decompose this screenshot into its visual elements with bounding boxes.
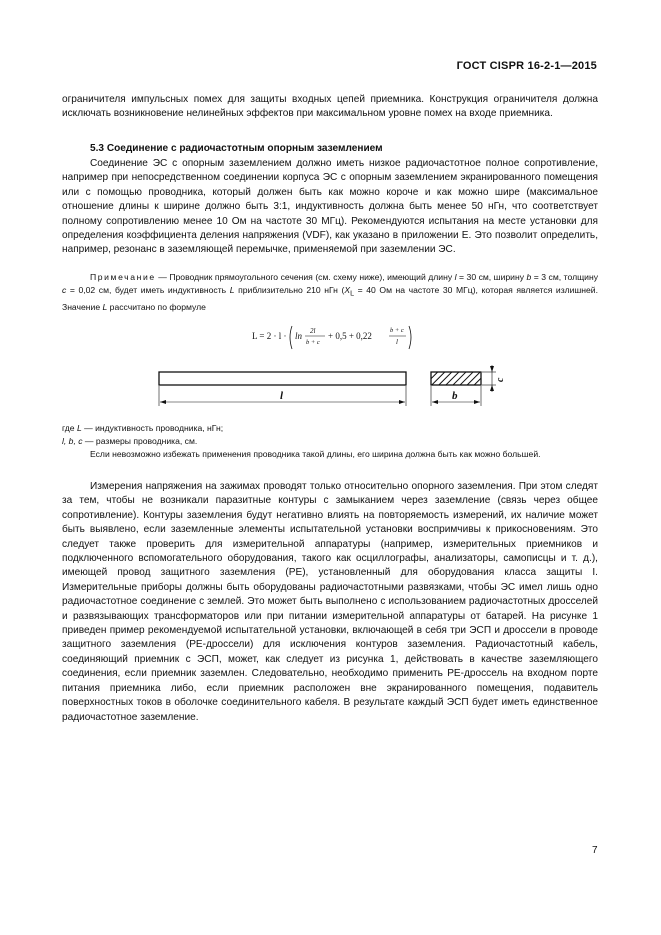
var-c: c — [62, 285, 67, 295]
formula-denominator-1: b + c — [306, 339, 320, 346]
note-label: Примечание — [90, 272, 156, 282]
formula-close-paren — [409, 326, 411, 349]
width-label: b — [452, 390, 458, 402]
note-text: = 40 Ом на частоте 30 МГц), которая является излишней. Значение — [62, 285, 598, 312]
var-l: l — [454, 272, 457, 282]
note-text: = 0,02 см, будет иметь индуктивность — [66, 285, 230, 295]
conductor-side-view — [159, 372, 406, 385]
where-symbol: L — [76, 423, 82, 433]
var-L: L — [102, 301, 108, 312]
var-b: b — [526, 272, 532, 282]
note-text: Проводник прямоугольного сечения (см. схему ниже), имеющий длину — [169, 272, 455, 282]
formula-numerator-2: b + c — [390, 327, 404, 334]
note-block — [62, 271, 598, 314]
note-text: = 3 см, толщину — [531, 272, 598, 282]
subscript-L: L — [350, 289, 355, 298]
formula-lhs: L = 2 · l · — [252, 331, 287, 341]
where-symbol: l, b, c — [62, 436, 83, 446]
note-text: рассчитано по формуле — [107, 301, 206, 312]
where-line-1 — [62, 422, 598, 435]
note-text: приблизительно 210 нГн ( — [234, 285, 345, 295]
where-text: — размеры проводника, см. — [82, 436, 198, 446]
formula-numerator-1: 2l — [310, 327, 316, 335]
where-line-3: Если невозможно избежать применения проводника такой длины, его ширина должна быть как можно большей. — [90, 449, 541, 459]
conductor-schematic — [150, 362, 510, 412]
where-prefix: где — [62, 423, 77, 433]
formula-open-paren — [290, 326, 292, 349]
formula-ln: ln — [295, 331, 303, 341]
var-X: X — [344, 285, 351, 295]
formula-middle: + 0,5 + 0,22 — [328, 331, 372, 341]
measurement-paragraph: Измерения напряжения на зажимах проводят только относительно опорного заземления. При этом следят за тем, чтобы не возникали паразитные контуры с замыканием через заземление (связь через общее сопротивление). Контуры заземления будут негативно влиять на повторяемость измерений, их наличие может быть выявлено, если заземленные элементы испытательной установки воспримчивы к прикосновениям. Это следует также проверить для измерительной аппаратуры (например, измерительных приемников и подключенного вспомогательного оборудования, такого как осциллографы, анализаторы, самописцы и т. д.), имеющей провод защитного заземления (PE), установленный для оборудования класса защиты I. Измерительные приборы должны быть оборудованы радиочастотными развязками, чтобы ЭС имел лишь одно радиочастотное соединение с землей. Это может быть выполнено с использованием радиочастотных дросселей и развязывающих трансформаторов или при питании измерительной аппаратуры от батарей. На рисунке 1 приведен пример рекомендуемой испытательной установки, включающей в себя три ЭСП и дроссели в проводе защитного заземления (PE-дроссели) для исключения контуров заземления. Радиочастотный кабель, соединяющий приемник с ЭСП, может, как следует из рисунка 1, действовать в качестве заземляющего соединения, если приемник заземлен. Следовательно, необходимо применить PE-дроссель на входном порте питания приемника либо, если приемник расположен вне экранированного помещения, подавитель поверхностных токов в оболочке соединительного кабеля. В результате каждый ЭСП будет иметь единственное радиочастотное заземление. — [62, 481, 598, 723]
page-number: 7 — [592, 845, 598, 856]
thickness-label: c — [495, 377, 506, 382]
where-line-2 — [62, 435, 598, 448]
intro-paragraph: ограничителя импульсных помех для защиты входных цепей приемника. Конструкция ограничителя должна исключать возникновение нелинейных эффектов при максимальном уровне помех на входе приемника. — [62, 94, 598, 120]
where-block — [62, 422, 598, 461]
var-L: L — [229, 285, 235, 295]
where-text: — индуктивность проводника, нГн; — [81, 423, 224, 433]
section-heading: 5.3 Соединение с радиочастотным опорным заземлением — [90, 143, 383, 154]
formula-denominator-2: l — [396, 338, 398, 346]
length-label: l — [280, 390, 284, 402]
inductance-formula — [252, 322, 422, 352]
note-dash: — — [155, 272, 170, 282]
note-text: = 30 см, ширину — [456, 272, 527, 282]
standard-designation: ГОСТ CISPR 16-2-1—2015 — [456, 60, 597, 72]
conductor-cross-section — [431, 372, 481, 385]
section-paragraph-1: Соединение ЭС с опорным заземлением должно иметь низкое радиочастотное полное сопротивление, например при непосредственном соединении корпуса ЭС с опорным заземлением экранированного помещения или с помощью проводника, который должен быть как можно короче и как можно шире (максимальное отношение длины к ширине должно быть 3:1, индуктивность должна быть менее 50 нГн, что соответствует полному сопротивлению менее 10 Ом на частоте 30 МГц). Рекомендуются испытания на месте установки для определения коэффициента деления напряжения (VDF), как указано в приложении Е. Это позволит определить, например, резонанс в заземляющей перемычке, применяемой при заземлении ЭС. — [62, 158, 598, 256]
